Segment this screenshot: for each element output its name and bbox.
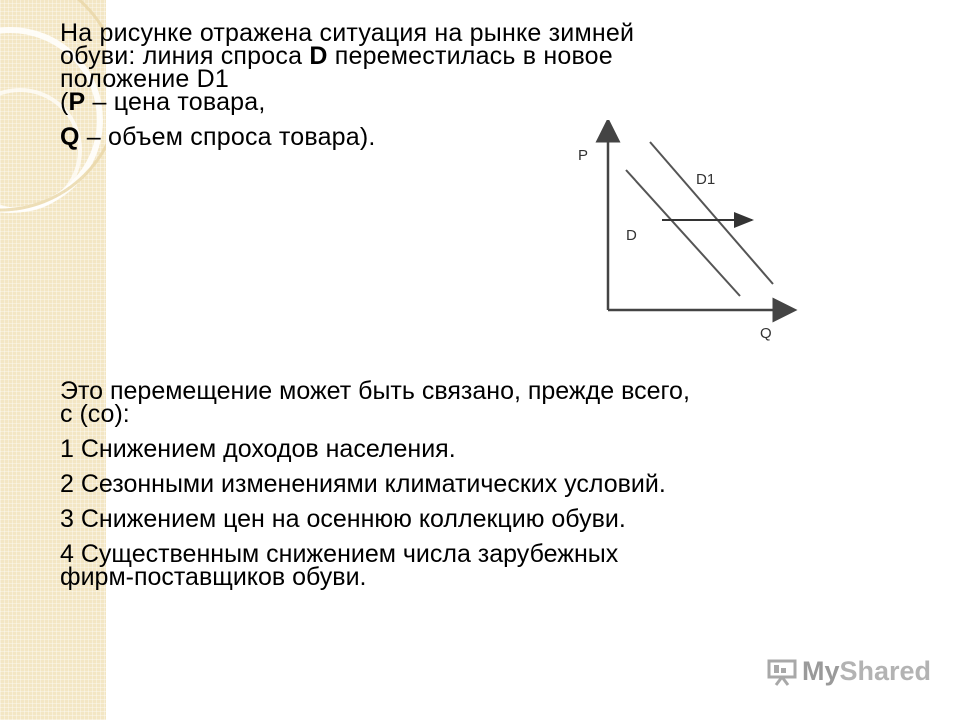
watermark-my: My <box>802 656 840 686</box>
question-stem-line-2: с (со): <box>60 400 130 428</box>
option-2: 2 Сезонными изменениями климатических условий. <box>60 470 666 498</box>
option-1: 1 Снижением доходов населения. <box>60 435 456 463</box>
option-3: 3 Снижением цен на осеннюю коллекцию обуви. <box>60 505 626 533</box>
open-paren: ( <box>60 88 69 116</box>
label-d1: D1 <box>696 171 716 188</box>
quantity-symbol-q: Q <box>60 123 80 151</box>
option-4-line-2: фирм-поставщиков обуви. <box>60 563 367 591</box>
presentation-icon <box>766 657 798 687</box>
intro-line-2-suffix: переместилась в новое <box>327 42 613 70</box>
watermark-shared: Shared <box>839 656 932 686</box>
intro-line-2-prefix: обуви: линия спроса <box>60 42 310 70</box>
intro-line-4 <box>60 88 820 116</box>
option-4 <box>60 540 920 591</box>
label-d: D <box>626 227 637 244</box>
demand-curve-d <box>626 170 740 296</box>
demand-symbol-d: D <box>309 42 328 70</box>
intro-line-3: положение D1 <box>60 65 229 93</box>
x-axis-label: Q <box>760 325 772 342</box>
price-symbol-p: P <box>68 88 86 116</box>
option-4-line-1: 4 Существенным снижением числа зарубежных <box>60 540 619 568</box>
question-stem <box>60 377 920 428</box>
intro-line-1: На рисунке отражена ситуация на рынке зимней <box>60 19 635 47</box>
demand-shift-diagram <box>560 120 800 350</box>
question <box>60 377 920 601</box>
y-axis-label: P <box>578 147 589 164</box>
quantity-definition: – объем спроса товара). <box>79 123 376 151</box>
question-stem-line-1: Это перемещение может быть связано, прежде всего, <box>60 377 690 405</box>
demand-curve-d1 <box>650 142 773 284</box>
price-definition: – цена товара, <box>85 88 266 116</box>
myshared-watermark <box>766 656 931 687</box>
